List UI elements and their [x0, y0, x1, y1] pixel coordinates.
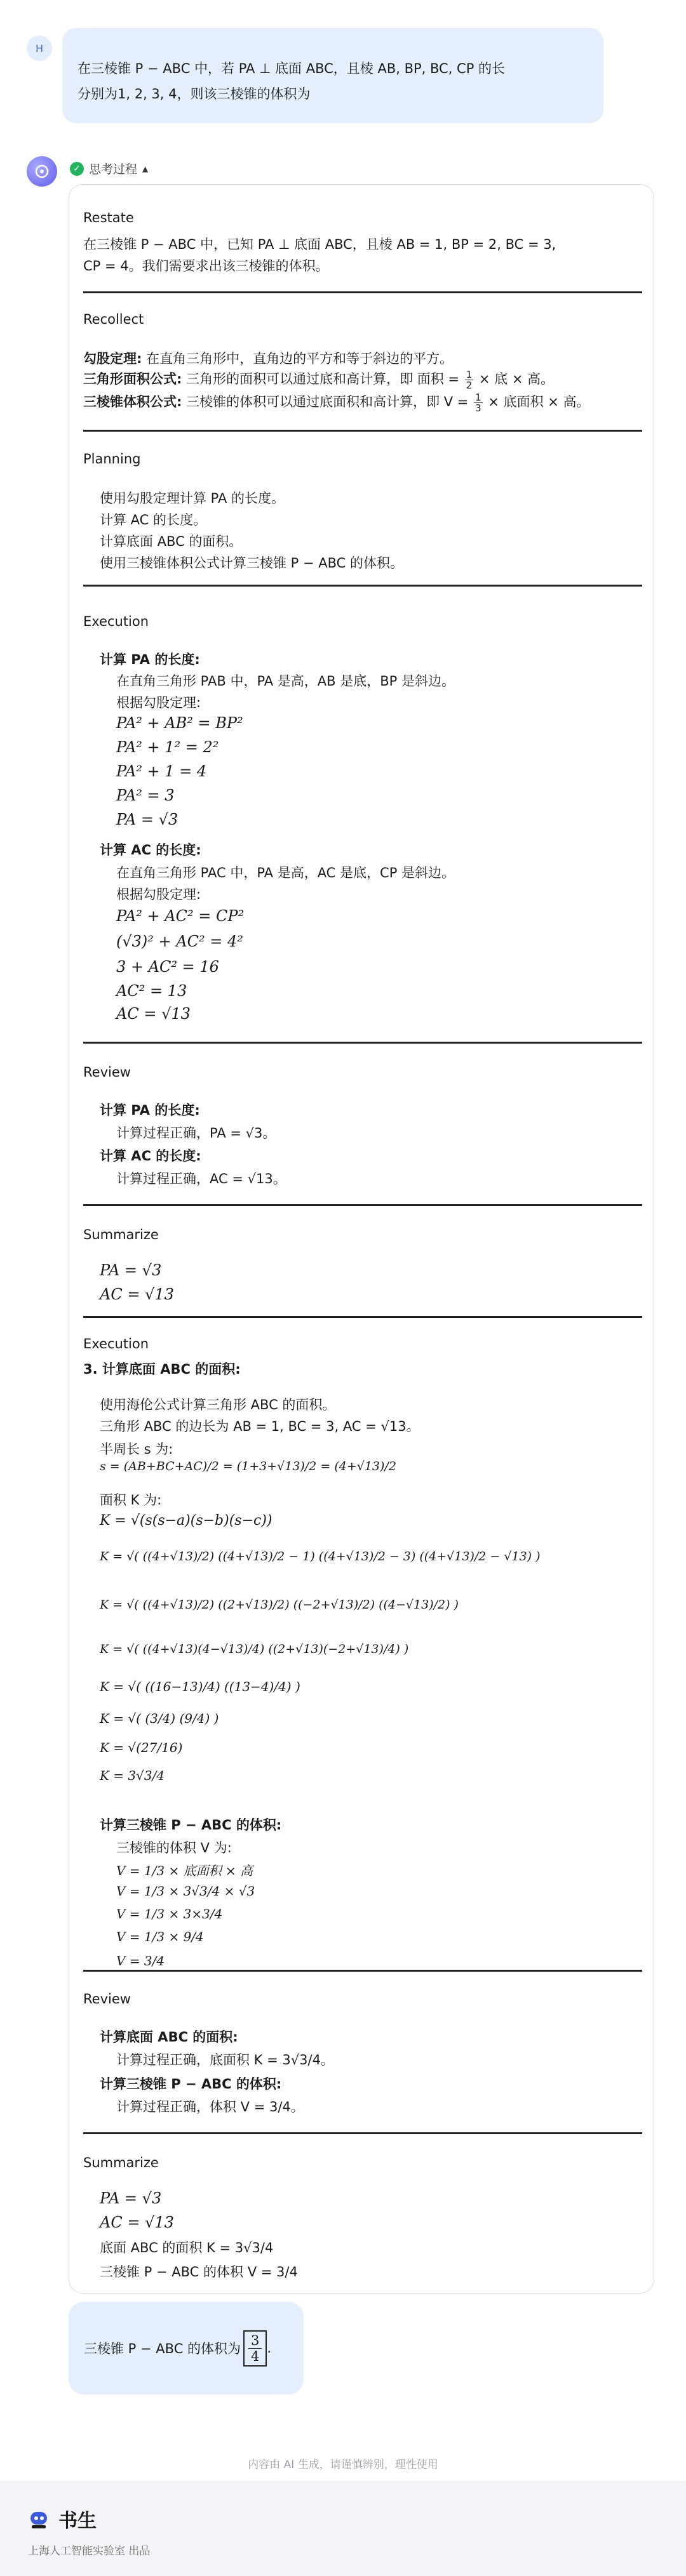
- brand-name: 书生: [58, 2510, 97, 2532]
- recollect-l1-bold: 勾股定理:: [83, 351, 142, 366]
- planning-item: 使用三棱锥体积公式计算三棱锥 P − ABC 的体积。: [100, 555, 404, 571]
- review-ac-text: 计算过程正确，AC = √13。: [116, 1171, 286, 1186]
- fraction: $\frac{1}{3}$: [475, 391, 481, 414]
- exec-ac-heading: 计算 AC 的长度:: [100, 842, 201, 858]
- review-pa-heading: 计算 PA 的长度:: [100, 1103, 200, 1118]
- math-step: K = √( (3/4) (9/4) ): [100, 1711, 219, 1726]
- summary-line: PA = √3: [100, 2189, 162, 2207]
- review-volume-heading: 计算三棱锥 P − ABC 的体积:: [100, 2076, 282, 2092]
- thinking-toggle[interactable]: [70, 160, 148, 177]
- math-step: PA² + AB² = BP²: [116, 714, 243, 732]
- math-step: PA² + 1 = 4: [116, 762, 207, 780]
- footer-credit: 上海人工智能实验室 出品: [28, 2545, 151, 2558]
- question-line-2: 分别为1, 2, 3, 4，则该三棱锥的体积为: [77, 86, 311, 102]
- math-step: K = √( ((4+√13)(4−√13)/4) ((2+√13)(−2+√13)/4) ): [100, 1642, 409, 1656]
- exec-ac-rule: 根据勾股定理:: [116, 887, 201, 902]
- execution-title: Execution: [83, 614, 149, 629]
- review-title: Review: [83, 1991, 131, 2007]
- planning-item: 使用勾股定理计算 PA 的长度。: [100, 491, 285, 506]
- math-step: V = 1/3 × 9/4: [116, 1929, 204, 1944]
- planning-item: 计算 AC 的长度。: [100, 512, 207, 528]
- final-answer-bubble: [69, 2302, 304, 2394]
- answer-suffix: .: [267, 2340, 272, 2356]
- math-step: 3 + AC² = 16: [116, 958, 219, 976]
- answer-numerator: 3: [248, 2333, 262, 2349]
- exec-semi-label: 半周长 s 为:: [100, 1442, 173, 1457]
- review-ac-heading: 计算 AC 的长度:: [100, 1148, 201, 1164]
- math-step: (√3)² + AC² = 4²: [116, 933, 243, 950]
- recollect-pyramid-volume: [83, 392, 590, 413]
- recollect-l3-after: × 底面积 × 高。: [483, 394, 590, 409]
- summary-line: 三棱锥 P − ABC 的体积 V = 3/4: [100, 2264, 298, 2280]
- review-volume-text: 计算过程正确，体积 V = 3/4。: [116, 2099, 304, 2115]
- summary-line: AC = √13: [100, 1285, 174, 1303]
- math-step: s = (AB+BC+AC)/2 = (1+3+√13)/2 = (4+√13)/2: [100, 1459, 396, 1473]
- exec-area-label: 面积 K 为:: [100, 1492, 162, 1508]
- recollect-triangle-area: [83, 369, 554, 390]
- math-step: V = 1/3 × 3√3/4 × √3: [116, 1883, 255, 1899]
- math-step: V = 1/3 × 底面积 × 高: [116, 1863, 253, 1878]
- execution-title: Execution: [83, 1336, 149, 1351]
- fraction: $\frac{1}{2}$: [466, 368, 473, 391]
- math-step: AC = √13: [116, 1005, 191, 1023]
- math-step: PA² = 3: [116, 787, 175, 804]
- summary-line: PA = √3: [100, 1261, 162, 1279]
- recollect-title: Recollect: [83, 312, 144, 327]
- recollect-l2-after: × 底 × 高。: [474, 371, 555, 387]
- exec-ac-desc: 在直角三角形 PAC 中，PA 是高，AC 是底，CP 是斜边。: [116, 865, 455, 880]
- recollect-l1-text: 在直角三角形中，直角边的平方和等于斜边的平方。: [142, 351, 454, 366]
- recollect-l2-bold: 三角形面积公式:: [83, 371, 182, 387]
- caret-up-icon: ▲: [142, 164, 149, 173]
- section-divider: [83, 585, 642, 587]
- restate-title: Restate: [83, 210, 134, 225]
- section-divider: [83, 1316, 642, 1318]
- brand-logo[interactable]: [28, 2505, 97, 2533]
- question-line-1: 在三棱锥 P − ABC 中，若 PA ⊥ 底面 ABC，且棱 AB, BP, BC, CP 的长: [77, 61, 506, 76]
- math-step: K = √(27/16): [100, 1740, 183, 1755]
- section-divider: [83, 1042, 642, 1044]
- thinking-toggle-label: 思考过程: [89, 163, 138, 176]
- summarize-title: Summarize: [83, 2155, 159, 2170]
- review-area-text: 计算过程正确，底面积 K = 3√3/4。: [116, 2052, 334, 2068]
- answer-prefix: 三棱锥 P − ABC 的体积为: [84, 2341, 241, 2356]
- section-divider: [83, 1970, 642, 1972]
- review-area-heading: 计算底面 ABC 的面积:: [100, 2029, 238, 2045]
- section-divider: [83, 1204, 642, 1206]
- summary-line: 底面 ABC 的面积 K = 3√3/4: [100, 2240, 274, 2255]
- review-pa-text: 计算过程正确，PA = √3。: [116, 1125, 276, 1141]
- math-step: K = √( ((16−13)/4) ((13−4)/4) ): [100, 1679, 300, 1694]
- review-title: Review: [83, 1065, 131, 1080]
- exec-pa-desc: 在直角三角形 PAB 中，PA 是高，AB 是底，BP 是斜边。: [116, 674, 455, 689]
- math-step: V = 1/3 × 3×3/4: [116, 1906, 223, 1922]
- math-step: K = 3√3/4: [100, 1768, 165, 1783]
- answer-denominator: 4: [251, 2348, 260, 2364]
- math-step: PA² + AC² = CP²: [116, 907, 245, 925]
- ai-disclaimer: 内容由 AI 生成，请谨慎辨别，理性使用: [248, 2459, 438, 2471]
- math-step: K = √( ((4+√13)/2) ((4+√13)/2 − 1) ((4+√13)/2 − 3) ((4+√13)/2 − √13) ): [100, 1550, 541, 1564]
- exec-sides: 三角形 ABC 的边长为 AB = 1, BC = 3, AC = √13。: [100, 1419, 420, 1434]
- footer: [0, 2481, 686, 2576]
- exec-volume-heading: 计算三棱锥 P − ABC 的体积:: [100, 1817, 282, 1833]
- summary-line: AC = √13: [100, 2214, 174, 2231]
- check-icon: ✓: [70, 162, 84, 176]
- boxed-answer: [243, 2330, 267, 2367]
- math-step: AC² = 13: [116, 982, 187, 1000]
- exec-heron: 使用海伦公式计算三角形 ABC 的面积。: [100, 1397, 336, 1412]
- math-step: V = 3/4: [116, 1953, 165, 1969]
- recollect-l2-text: 三角形的面积可以通过底和高计算，即 面积 =: [182, 371, 464, 387]
- planning-item: 计算底面 ABC 的面积。: [100, 534, 243, 549]
- math-step: K = √(s(s−a)(s−b)(s−c)): [100, 1513, 272, 1529]
- restate-line-2: CP = 4。我们需要求出该三棱锥的体积。: [83, 258, 329, 274]
- brand-logo-icon: [28, 2508, 53, 2530]
- thinking-panel: [69, 184, 654, 2294]
- section-divider: [83, 291, 642, 293]
- recollect-pythagoras: [83, 349, 453, 368]
- section-divider: [83, 430, 642, 432]
- exec-area-heading: 3. 计算底面 ABC 的面积:: [83, 1362, 241, 1377]
- section-divider: [83, 2132, 642, 2134]
- assistant-avatar-icon: [27, 156, 57, 187]
- planning-title: Planning: [83, 451, 141, 467]
- user-avatar: H: [27, 36, 52, 61]
- exec-pa-rule: 根据勾股定理:: [116, 695, 201, 710]
- exec-pa-heading: 计算 PA 的长度:: [100, 652, 200, 667]
- recollect-l3-text: 三棱锥的体积可以通过底面积和高计算，即 V =: [182, 394, 473, 409]
- exec-volume-label: 三棱锥的体积 V 为:: [116, 1840, 232, 1856]
- math-step: K = √( ((4+√13)/2) ((2+√13)/2) ((−2+√13)/2) ((4−√13)/2) ): [100, 1598, 459, 1612]
- math-step: PA² + 1² = 2²: [116, 738, 219, 756]
- recollect-l3-bold: 三棱锥体积公式:: [83, 394, 182, 409]
- summarize-title: Summarize: [83, 1227, 159, 1242]
- user-question-bubble: [62, 28, 603, 123]
- restate-line-1: 在三棱锥 P − ABC 中，已知 PA ⊥ 底面 ABC，且棱 AB = 1, BP = 2, BC = 3,: [83, 237, 556, 252]
- math-step: PA = √3: [116, 811, 178, 828]
